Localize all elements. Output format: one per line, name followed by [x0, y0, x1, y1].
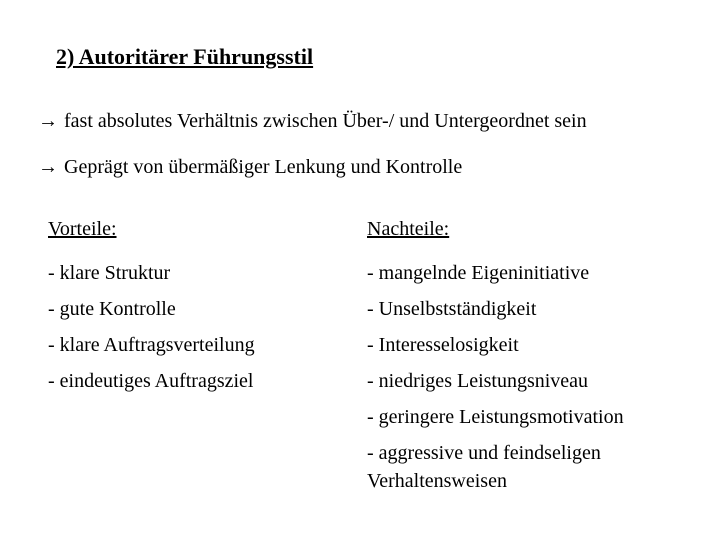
arrow-icon: → — [38, 110, 58, 132]
advantage-item: - eindeutiges Auftragsziel — [48, 370, 254, 392]
disadvantage-item: - niedriges Leistungsniveau — [367, 370, 589, 392]
disadvantage-item: - geringere Leistungsmotivation — [367, 406, 624, 428]
bullet-control — [38, 156, 462, 179]
bullet-relationship — [38, 110, 587, 133]
disadvantage-item: - aggressive und feindseligen Verhaltensweisen — [367, 442, 601, 492]
advantages-heading: Vorteile: — [48, 218, 117, 240]
advantage-item: - klare Struktur — [48, 262, 171, 284]
disadvantage-item: - Interesselosigkeit — [367, 334, 519, 356]
arrow-icon: → — [38, 156, 58, 178]
bullet-text: Geprägt von übermäßiger Lenkung und Kontrolle — [64, 156, 463, 178]
disadvantages-heading: Nachteile: — [367, 218, 450, 240]
advantage-item: - klare Auftragsverteilung — [48, 334, 255, 356]
bullet-text: fast absolutes Verhältnis zwischen Über-/ und Untergeordnet sein — [64, 110, 587, 132]
disadvantages-column — [367, 216, 687, 495]
disadvantage-item: - Unselbstständigkeit — [367, 298, 537, 320]
advantages-column — [48, 216, 338, 399]
advantage-item: - gute Kontrolle — [48, 298, 176, 320]
disadvantage-item: - mangelnde Eigeninitiative — [367, 262, 590, 284]
slide-title: 2) Autoritärer Führungsstil — [56, 44, 314, 69]
